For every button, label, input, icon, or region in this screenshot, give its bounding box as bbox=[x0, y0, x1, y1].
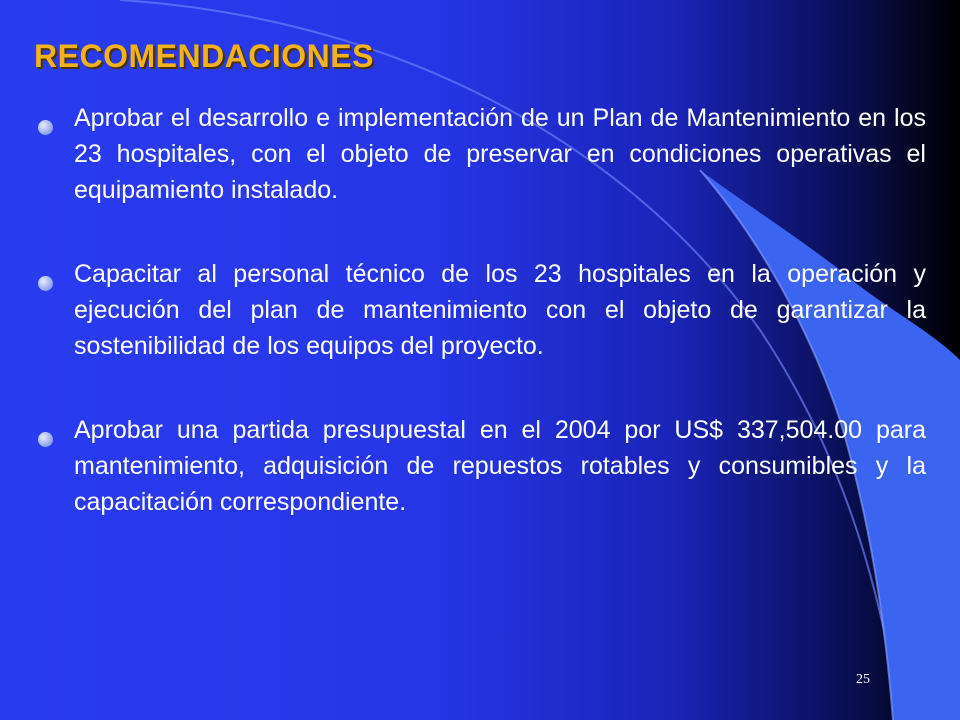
bullet-item bbox=[34, 100, 926, 208]
bullet-list bbox=[34, 100, 926, 568]
bullet-text: Aprobar el desarrollo e implementación de un Plan de Mantenimiento en los 23 hospitales, con el objeto de preservar en condiciones operativas el equipamiento instalado. bbox=[74, 104, 926, 204]
bullet-dot-icon bbox=[38, 276, 53, 291]
bullet-dot-icon bbox=[38, 432, 53, 447]
bullet-text: Aprobar una partida presupuestal en el 2004 por US$ 337,504.00 para mantenimiento, adquisición de repuestos rotables y consumibles y la capacitación correspondiente. bbox=[74, 416, 926, 516]
page-number: 25 bbox=[856, 672, 870, 687]
bullet-text: Capacitar al personal técnico de los 23 hospitales en la operación y ejecución del plan de mantenimiento con el objeto de garantizar la sostenibilidad de los equipos del proyecto. bbox=[74, 260, 926, 360]
slide-title: RECOMENDACIONES bbox=[34, 38, 374, 74]
bullet-item bbox=[34, 412, 926, 520]
bullet-dot-icon bbox=[38, 120, 53, 135]
bullet-item bbox=[34, 256, 926, 364]
